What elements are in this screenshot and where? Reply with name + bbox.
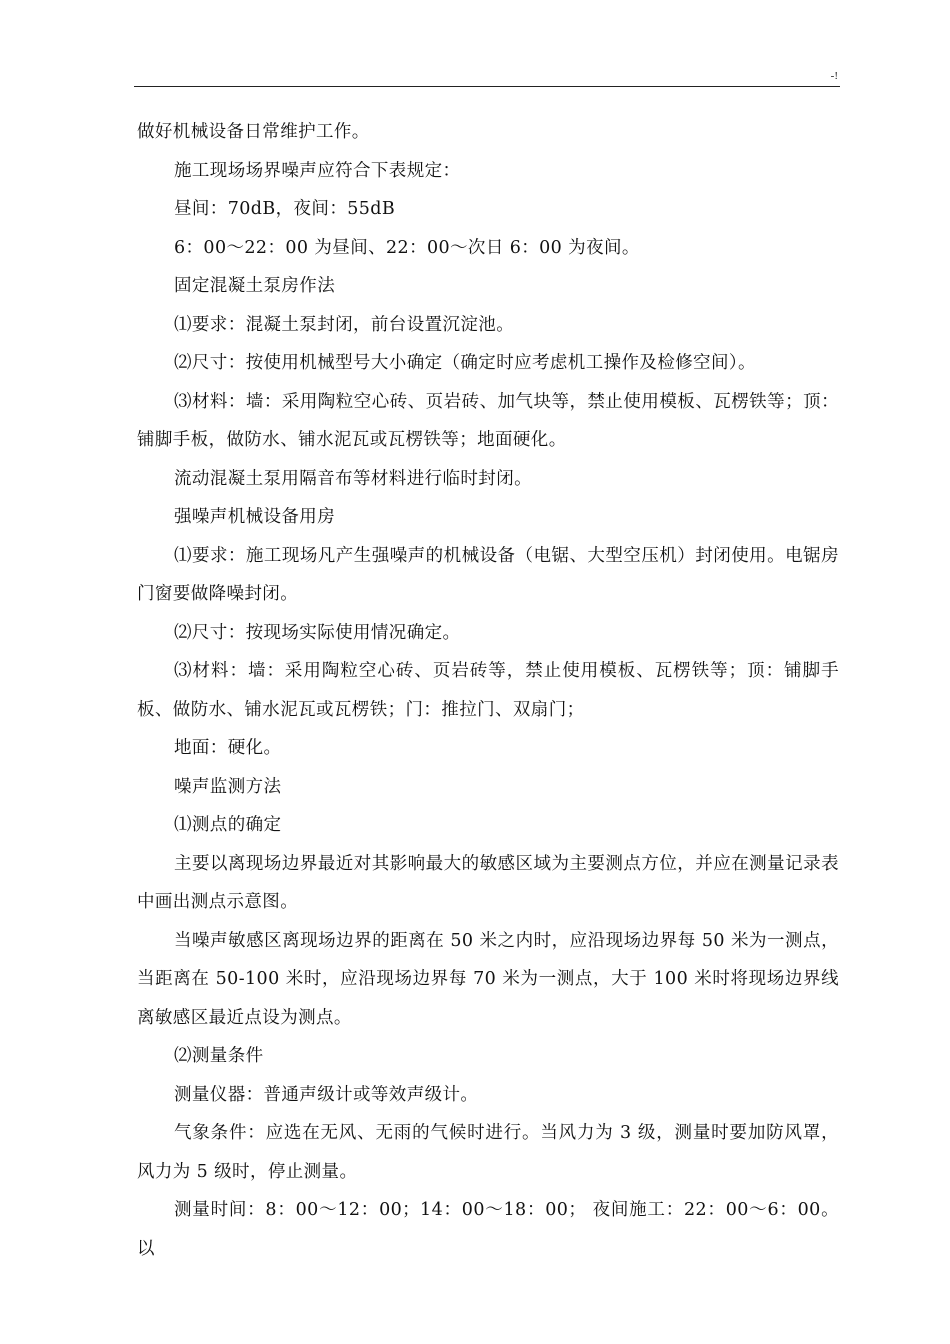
paragraph: 当噪声敏感区离现场边界的距离在 50 米之内时，应沿现场边界每 50 米为一测点，当距离在 50-100 米时，应沿现场边界每 70 米为一测点，大于 100 米时将现场边界线离敏感区最近点设为测点。 — [137, 930, 839, 1028]
paragraph: ⑴要求：施工现场凡产生强噪声的机械设备（电锯、大型空压机）封闭使用。电锯房门窗要做降噪封闭。 — [137, 545, 839, 604]
paragraph: 测量时间：8：00～12：00；14：00～18：00； 夜间施工：22：00～6：00。以 — [137, 1200, 839, 1259]
paragraph: ⑶材料：墙：采用陶粒空心砖、页岩砖等，禁止使用模板、瓦楞铁等；顶：铺脚手板、做防水、铺水泥瓦或瓦楞铁；门：推拉门、双扇门； — [137, 661, 839, 720]
paragraph: 气象条件：应选在无风、无雨的气候时进行。当风力为 3 级，测量时要加防风罩，风力为 5 级时，停止测量。 — [137, 1123, 839, 1182]
subsection-heading: ⑵测量条件 — [174, 1046, 264, 1066]
paragraph: 昼间：70dB，夜间：55dB — [174, 199, 396, 219]
paragraph: ⑵尺寸：按现场实际使用情况确定。 — [174, 622, 461, 643]
paragraph: 流动混凝土泵用隔音布等材料进行临时封闭。 — [174, 468, 532, 489]
header-mark: -! — [830, 70, 838, 82]
paragraph: ⑴要求：混凝土泵封闭，前台设置沉淀池。 — [174, 314, 515, 335]
subsection-heading: ⑴测点的确定 — [174, 815, 282, 835]
paragraph: 测量仪器：普通声级计或等效声级计。 — [174, 1084, 479, 1105]
paragraph: ⑶材料：墙：采用陶粒空心砖、页岩砖、加气块等，禁止使用模板、瓦楞铁等；顶：铺脚手板，做防水、铺水泥瓦或瓦楞铁等；地面硬化。 — [137, 391, 839, 450]
paragraph: 6：00～22：00 为昼间、22：00～次日 6：00 为夜间。 — [174, 237, 640, 258]
paragraph: 地面：硬化。 — [174, 738, 282, 758]
paragraph: ⑵尺寸：按使用机械型号大小确定（确定时应考虑机工操作及检修空间）。 — [174, 353, 756, 373]
section-heading: 噪声监测方法 — [174, 776, 282, 797]
section-heading: 强噪声机械设备用房 — [174, 507, 336, 527]
paragraph: 主要以离现场边界最近对其影响最大的敏感区域为主要测点方位，并应在测量记录表中画出测点示意图。 — [137, 853, 839, 912]
paragraph: 做好机械设备日常维护工作。 — [137, 122, 370, 142]
header-rule — [134, 86, 840, 87]
paragraph: 施工现场场界噪声应符合下表规定： — [174, 160, 461, 181]
section-heading: 固定混凝土泵房作法 — [174, 276, 336, 296]
document-body — [137, 113, 839, 1268]
